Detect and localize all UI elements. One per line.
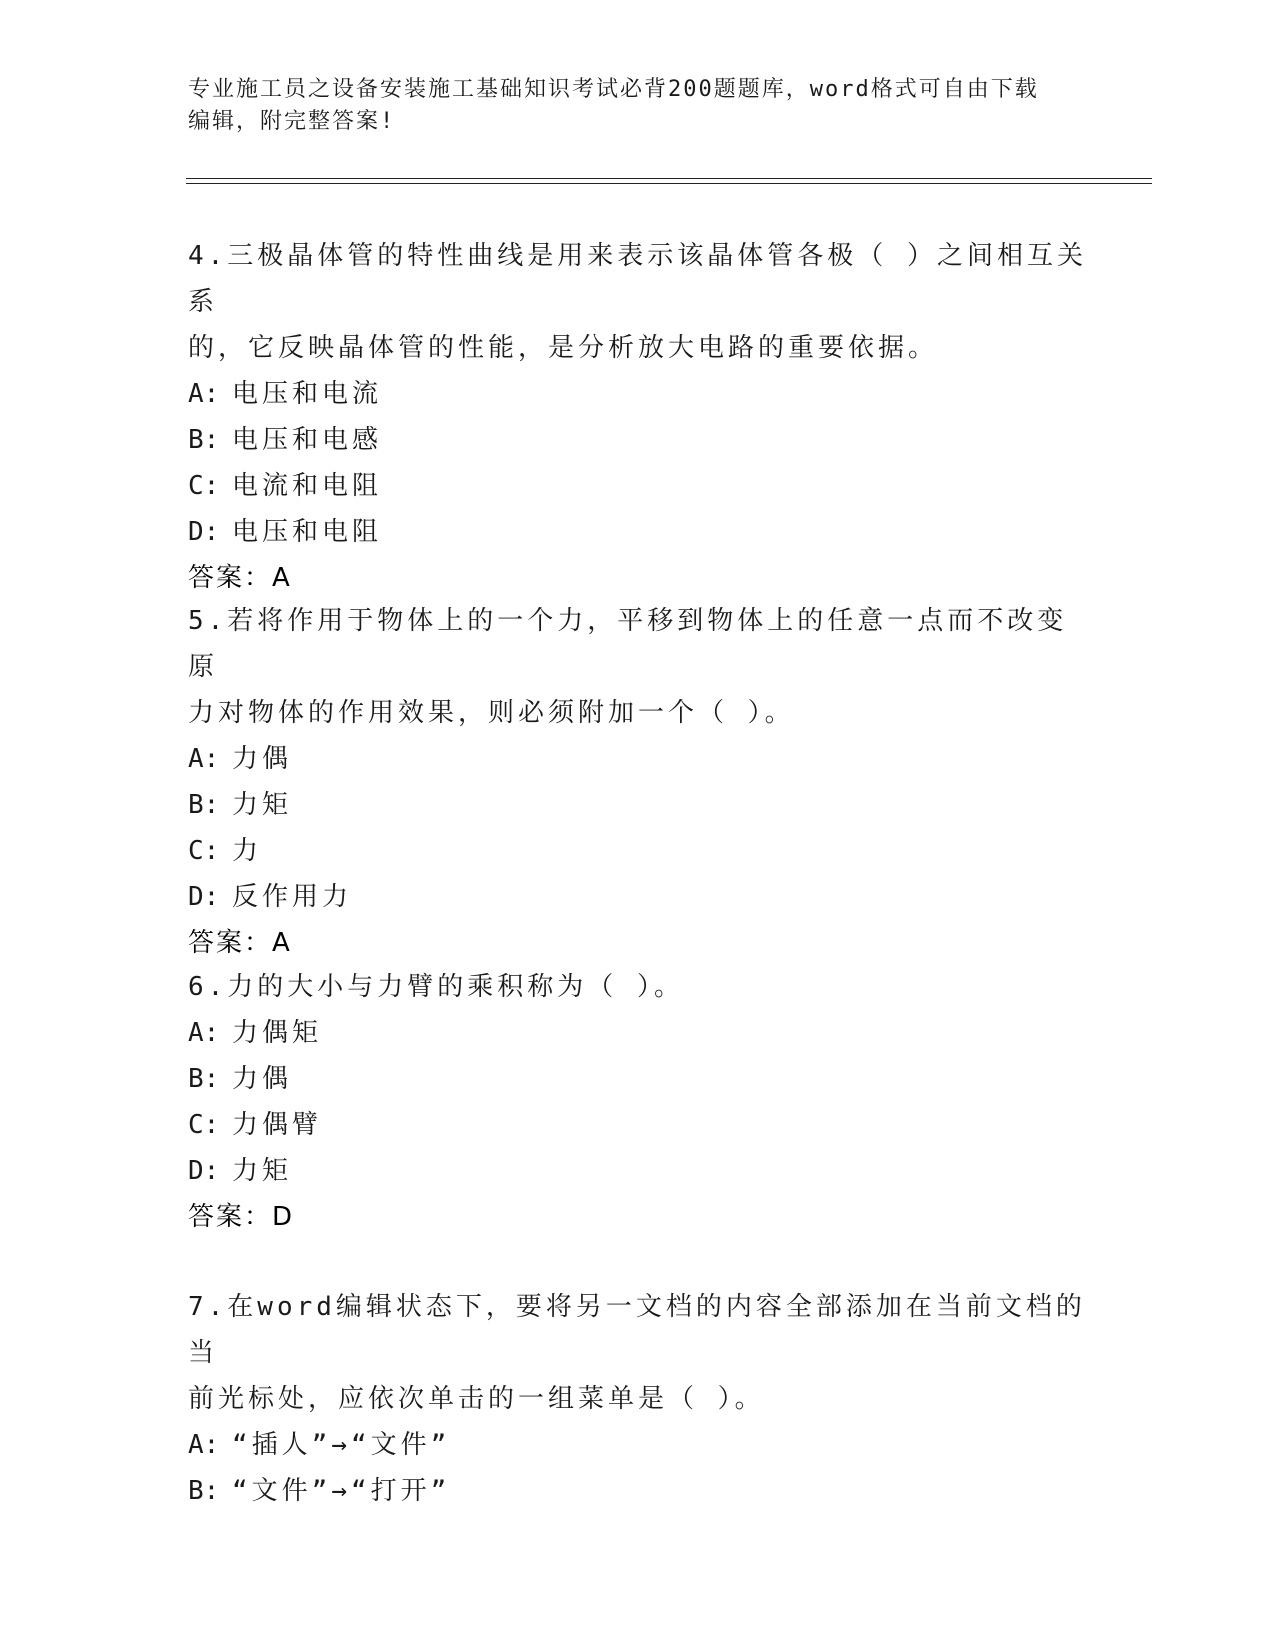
option-key: B: bbox=[188, 1476, 220, 1506]
option-b bbox=[188, 1056, 1088, 1102]
question-7 bbox=[188, 1284, 1088, 1514]
document-header bbox=[188, 74, 1068, 138]
question-6 bbox=[188, 964, 1088, 1240]
header-rule-bottom bbox=[186, 183, 1152, 184]
option-text: 电流和电阻 bbox=[232, 471, 383, 501]
option-key: D: bbox=[188, 517, 220, 547]
option-a bbox=[188, 736, 1088, 782]
option-key: A: bbox=[188, 379, 220, 409]
option-b bbox=[188, 782, 1088, 828]
option-text: 力偶 bbox=[232, 744, 293, 774]
option-text: “文件”→“打开” bbox=[232, 1476, 451, 1506]
option-a bbox=[188, 371, 1088, 417]
question-text-line-1: 6.力的大小与力臂的乘积称为（ ）。 bbox=[188, 972, 684, 1002]
option-text: 反作用力 bbox=[232, 882, 353, 912]
option-text: 力矩 bbox=[232, 1156, 293, 1186]
option-a bbox=[188, 1010, 1088, 1056]
option-text: 力偶臂 bbox=[232, 1110, 323, 1140]
option-d bbox=[188, 874, 1088, 920]
option-text: 电压和电阻 bbox=[232, 517, 383, 547]
option-c bbox=[188, 463, 1088, 509]
option-d bbox=[188, 1148, 1088, 1194]
question-text-line-1: 5.若将作用于物体上的一个力，平移到物体上的任意一点而不改变原 bbox=[188, 606, 1068, 682]
question-4 bbox=[188, 233, 1088, 601]
header-title-line-1: 专业施工员之设备安装施工基础知识考试必背200题题库，word格式可自由下载 bbox=[188, 77, 1039, 102]
option-b bbox=[188, 1468, 1088, 1514]
option-key: C: bbox=[188, 836, 220, 866]
option-key: C: bbox=[188, 1110, 220, 1140]
header-rule-top bbox=[186, 178, 1152, 179]
option-a bbox=[188, 1422, 1088, 1468]
option-key: B: bbox=[188, 1064, 220, 1094]
option-key: A: bbox=[188, 1018, 220, 1048]
option-text: 力 bbox=[232, 836, 263, 866]
option-b bbox=[188, 417, 1088, 463]
question-text-line-2: 力对物体的作用效果，则必须附加一个（ ）。 bbox=[188, 698, 795, 728]
option-text: 电压和电流 bbox=[232, 379, 383, 409]
option-text: 电压和电感 bbox=[232, 425, 383, 455]
header-title-line-2: 编辑，附完整答案! bbox=[188, 109, 396, 134]
question-text-line-2: 的，它反映晶体管的性能，是分析放大电路的重要依据。 bbox=[188, 333, 939, 363]
answer-label: 答案：D bbox=[188, 1202, 295, 1232]
answer-label: 答案：A bbox=[188, 928, 292, 958]
option-key: A: bbox=[188, 744, 220, 774]
option-key: A: bbox=[188, 1430, 220, 1460]
option-text: “插人”→“文件” bbox=[232, 1430, 451, 1460]
option-key: B: bbox=[188, 790, 220, 820]
option-c bbox=[188, 1102, 1088, 1148]
question-text-line-1: 4.三极晶体管的特性曲线是用来表示该晶体管各极（ ）之间相互关系 bbox=[188, 241, 1087, 317]
question-text-line-2: 前光标处，应依次单击的一组菜单是（ ）。 bbox=[188, 1384, 765, 1414]
option-key: C: bbox=[188, 471, 220, 501]
option-key: B: bbox=[188, 425, 220, 455]
answer-label: 答案：A bbox=[188, 563, 292, 593]
option-text: 力偶矩 bbox=[232, 1018, 323, 1048]
option-key: D: bbox=[188, 882, 220, 912]
question-text-line-1: 7.在word编辑状态下，要将另一文档的内容全部添加在当前文档的当 bbox=[188, 1292, 1086, 1368]
option-d bbox=[188, 509, 1088, 555]
question-5 bbox=[188, 598, 1088, 966]
option-text: 力矩 bbox=[232, 790, 293, 820]
option-key: D: bbox=[188, 1156, 220, 1186]
option-c bbox=[188, 828, 1088, 874]
option-text: 力偶 bbox=[232, 1064, 293, 1094]
